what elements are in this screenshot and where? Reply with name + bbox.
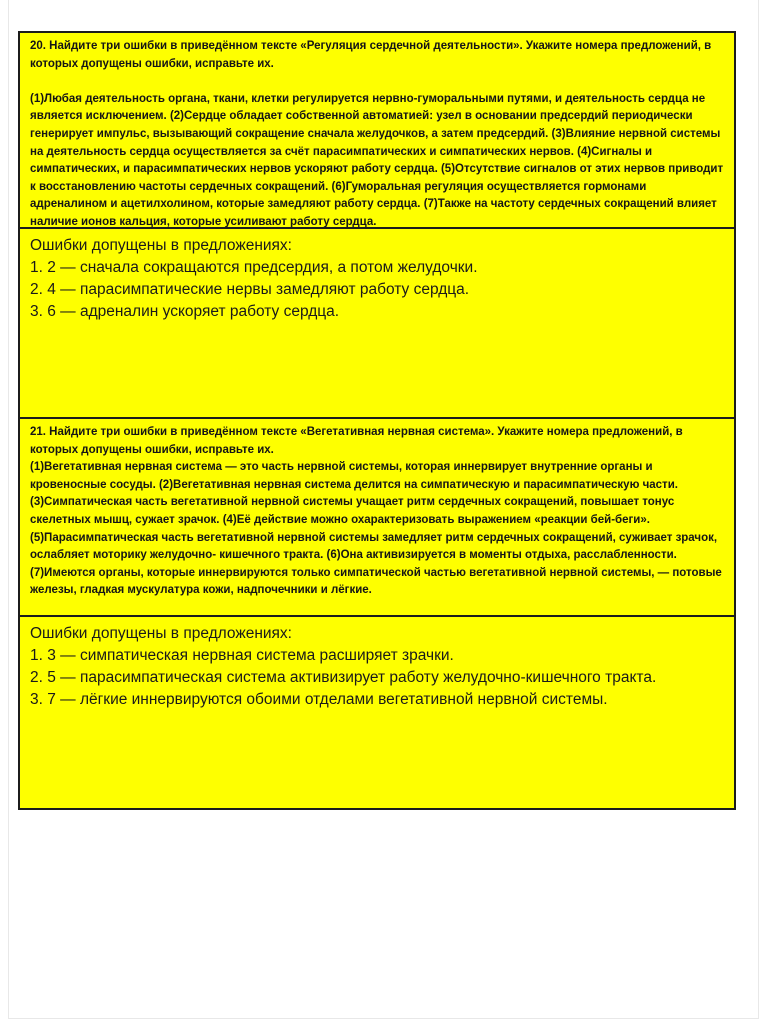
answer-21-item: 1. 3 — симпатическая нервная система расширяет зрачки. (30, 647, 454, 664)
page-edge-left (8, 0, 9, 1019)
answer-20-cell (20, 227, 734, 417)
page-edge-right (758, 0, 759, 1019)
question-21-header: 21. Найдите три ошибки в приведённом тексте «Вегетативная нервная система». Укажите номера предложений, в которых допущены ошибки, исправьте их. (30, 426, 683, 456)
qa-table (18, 31, 736, 810)
question-21-cell (20, 417, 734, 615)
page-edge-bottom (8, 1018, 759, 1019)
answer-20-heading: Ошибки допущены в предложениях: (30, 237, 292, 254)
question-20-body: (1)Любая деятельность органа, ткани, клетки регулируется нервно-гуморальными путями, и деятельность сердца не является исключением. (2)Сердце обладает собственной автоматией: узел в основании предсердий периодически генерирует импульс, вызывающий сокращение сначала желудочков, а затем предсердий. (3)Влияние нервной системы на деятельность сердца осуществляется за счёт парасимпатических и симпатических нервов. (4)Сигналы и симпатических, и парасимпатических нервов ускоряют работу сердца. (5)Отсутствие сигналов от этих нервов приводит к восстановлению частоты сердечных сокращений. (6)Гуморальная регуляция осуществляется гормонами адреналином и ацетилхолином, которые замедляют работу сердца. (7)Также на частоту сердечных сокращений влияет наличие ионов кальция, которые усиливают работу сердца. (30, 92, 724, 227)
answer-21-cell (20, 615, 734, 808)
answer-20-item: 1. 2 — сначала сокращаются предсердия, а потом желудочки. (30, 259, 478, 276)
answer-20-item: 2. 4 — парасимпатические нервы замедляют работу сердца. (30, 281, 470, 298)
answer-20-item: 3. 6 — адреналин ускоряет работу сердца. (30, 303, 340, 320)
question-20-header: 20. Найдите три ошибки в приведённом тексте «Регуляция сердечной деятельности». Укажите номера предложений, в которых допущены ошибки, исправьте их. (30, 40, 712, 70)
answer-21-heading: Ошибки допущены в предложениях: (30, 625, 292, 642)
answer-21-item: 2. 5 — парасимпатическая система активизирует работу желудочно-кишечного тракта. (30, 669, 657, 686)
answer-21-item: 3. 7 — лёгкие иннервируются обоими отделами вегетативной нервной системы. (30, 691, 608, 708)
question-21-body: (1)Вегетативная нервная система — это часть нервной системы, которая иннервирует внутренние органы и кровеносные сосуды. (2)Вегетативная нервная система делится на симпатическую и парасимпатическую части. (3)Симпатическая часть вегетативной нервной системы учащает ритм сердечных сокращений, повышает тонус скелетных мышц, сужает зрачок. (4)Её действие можно охарактеризовать выражением «реакции бей-беги». (5)Парасимпатическая часть вегетативной нервной системы замедляет ритм сердечных сокращений, суживает зрачок, ослабляет моторику желудочно- кишечного тракта. (6)Она активизируется в моменты отдыха, расслабленности. (7)Имеются органы, которые иннервируются только симпатической частью вегетативной нервной системы, — потовые железы, гладкая мускулатура кожи, надпочечники и лёгкие. (30, 461, 722, 597)
question-20-cell (20, 33, 734, 227)
